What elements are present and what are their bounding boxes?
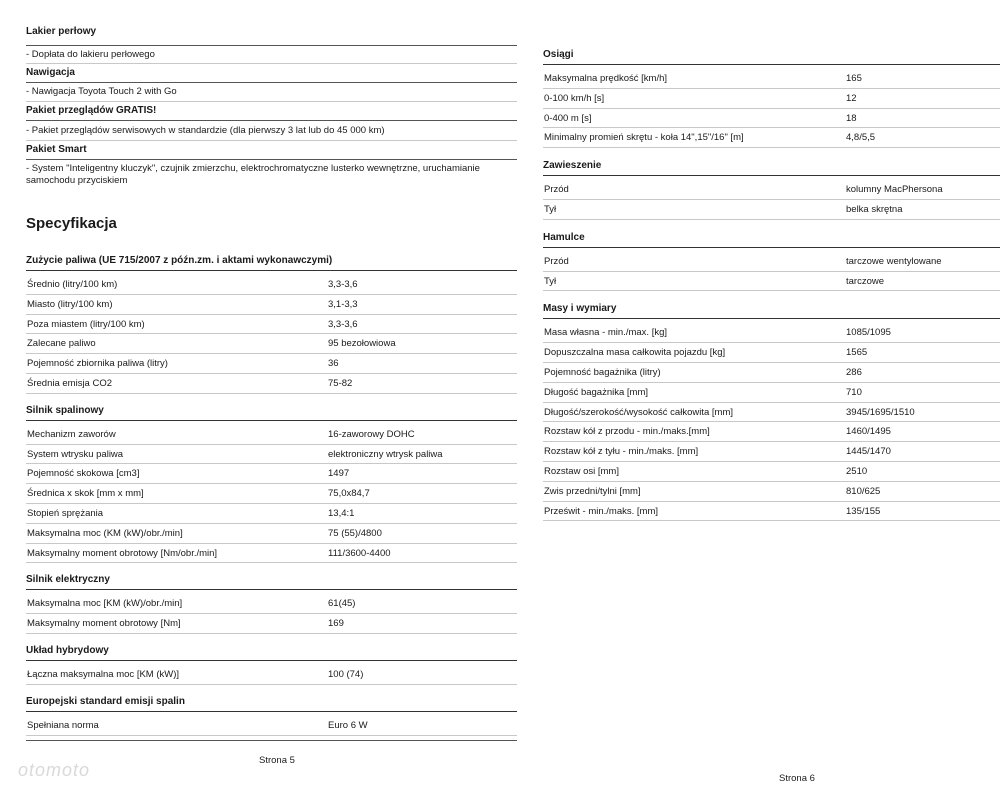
spec-row bbox=[543, 89, 1000, 109]
option-desc: - System "Inteligentny kluczyk", czujnik zmierzchu, elektrochromatyczne lusterko wewnętrzne, uruchamianie samochodu przyciskiem bbox=[26, 163, 480, 186]
spec-label: Maksymalna prędkość [km/h] bbox=[544, 73, 668, 84]
spec-value: tarczowe bbox=[846, 275, 885, 287]
option-desc: - Dopłata do lakieru perłowego bbox=[26, 49, 155, 60]
spec-value: 75 (55)/4800 bbox=[328, 527, 382, 539]
option-title: Lakier perłowy bbox=[26, 26, 97, 37]
spec-label: Zalecane paliwo bbox=[27, 338, 96, 350]
spec-section bbox=[543, 49, 1000, 148]
spec-row bbox=[543, 482, 1000, 502]
spec-value: 75-82 bbox=[328, 377, 353, 389]
spec-section-title: Zużycie paliwa (UE 715/2007 z późn.zm. i aktami wykonawczymi) bbox=[26, 255, 517, 271]
spec-label: Średnia emisja CO2 bbox=[27, 377, 113, 389]
spec-value: 4,8/5,5 bbox=[846, 132, 876, 144]
spec-section bbox=[26, 696, 517, 736]
option-title: Pakiet przeglądów GRATIS! bbox=[26, 105, 157, 116]
spec-row bbox=[26, 334, 517, 354]
spec-label: Tył bbox=[544, 275, 557, 287]
spec-label: Przód bbox=[544, 255, 569, 267]
spec-value: 36 bbox=[328, 358, 339, 370]
spec-label: Średnica x skok [mm x mm] bbox=[27, 488, 144, 500]
spec-label: Maksymalna moc (KM (kW)/obr./min] bbox=[27, 527, 183, 539]
spec-value: 1085/1095 bbox=[846, 327, 891, 339]
spec-label: System wtrysku paliwa bbox=[27, 448, 124, 460]
spec-value: 710 bbox=[846, 386, 862, 398]
spec-value: 13,4:1 bbox=[328, 507, 355, 519]
spec-section bbox=[26, 405, 517, 564]
spec-value: 3,3-3,6 bbox=[328, 318, 358, 330]
spec-row bbox=[543, 69, 1000, 89]
spec-row bbox=[543, 272, 1000, 292]
spec-value: elektroniczny wtrysk paliwa bbox=[328, 448, 443, 460]
spec-label: Pojemność bagażnika (litry) bbox=[544, 366, 661, 378]
spec-row bbox=[26, 665, 517, 685]
spec-value: 75,0x84,7 bbox=[328, 488, 370, 500]
spec-value: 100 (74) bbox=[328, 668, 364, 680]
page-number-right: Strona 6 bbox=[779, 773, 815, 784]
spec-section-title: Hamulce bbox=[543, 232, 1000, 248]
spec-label: Stopień sprężania bbox=[27, 507, 104, 519]
spec-label: Prześwit - min./maks. [mm] bbox=[544, 505, 659, 517]
left-spec-sections bbox=[26, 255, 517, 736]
spec-row bbox=[543, 403, 1000, 423]
spec-label: Łączna maksymalna moc [KM (kW)] bbox=[27, 668, 180, 680]
spec-row bbox=[543, 442, 1000, 462]
spec-label: Mechanizm zaworów bbox=[27, 428, 116, 440]
spec-row bbox=[543, 422, 1000, 442]
spec-label: Maksymalny moment obrotowy [Nm] bbox=[27, 618, 181, 630]
spec-row bbox=[543, 343, 1000, 363]
spec-section-title: Masy i wymiary bbox=[543, 303, 1000, 319]
spec-section-title: Osiągi bbox=[543, 49, 1000, 65]
footer-divider bbox=[26, 740, 517, 741]
spec-value: 1565 bbox=[846, 347, 868, 359]
spec-row bbox=[543, 323, 1000, 343]
spec-value: 18 bbox=[846, 112, 857, 124]
spec-value: 95 bezołowiowa bbox=[328, 338, 396, 350]
spec-value: tarczowe wentylowane bbox=[846, 255, 942, 267]
spec-section-title: Zawieszenie bbox=[543, 160, 1000, 176]
spec-value: Euro 6 W bbox=[328, 719, 368, 731]
spec-row bbox=[543, 128, 1000, 148]
spec-row bbox=[543, 109, 1000, 129]
spec-label: Pojemność skokowa [cm3] bbox=[27, 468, 140, 480]
spec-row bbox=[26, 425, 517, 445]
spec-section bbox=[543, 160, 1000, 220]
spec-value: 3945/1695/1510 bbox=[846, 406, 915, 418]
spec-row bbox=[26, 374, 517, 394]
spec-label: Maksymalna moc [KM (kW)/obr./min] bbox=[27, 598, 183, 610]
option-desc: - Pakiet przeglądów serwisowych w standardzie (dla pierwszy 3 lat lub do 45 000 km) bbox=[26, 125, 385, 136]
spec-value: 1460/1495 bbox=[846, 426, 891, 438]
spec-label: Miasto (litry/100 km) bbox=[27, 298, 113, 310]
spec-row bbox=[26, 445, 517, 465]
spec-row bbox=[26, 295, 517, 315]
spec-label: Minimalny promień skrętu - koła 14",15"/16" [m] bbox=[544, 132, 744, 144]
spec-value: 169 bbox=[328, 618, 344, 630]
spec-section-title: Silnik elektryczny bbox=[26, 574, 517, 590]
spec-section bbox=[543, 303, 1000, 521]
spec-label: Maksymalny moment obrotowy [Nm/obr./min] bbox=[27, 547, 218, 559]
spec-section bbox=[26, 574, 517, 634]
spec-row bbox=[543, 252, 1000, 272]
spec-value: belka skrętna bbox=[846, 203, 903, 215]
spec-row bbox=[543, 383, 1000, 403]
spec-value: 1445/1470 bbox=[846, 446, 891, 458]
spec-value: 111/3600-4400 bbox=[328, 547, 391, 559]
spec-label: Pojemność zbiornika paliwa (litry) bbox=[27, 358, 168, 370]
spec-value: 135/155 bbox=[846, 505, 881, 517]
spec-row bbox=[543, 200, 1000, 220]
spec-label: Rozstaw osi [mm] bbox=[544, 465, 619, 477]
watermark-logo: otomoto bbox=[18, 760, 91, 780]
spec-row bbox=[543, 502, 1000, 522]
spec-row bbox=[543, 462, 1000, 482]
specs-title: Specyfikacja bbox=[26, 215, 117, 232]
spec-label: Rozstaw kół z przodu - min./maks.[mm] bbox=[544, 426, 710, 438]
spec-section-title: Układ hybrydowy bbox=[26, 645, 517, 661]
option-desc: - Nawigacja Toyota Touch 2 with Go bbox=[26, 86, 177, 97]
spec-label: Tył bbox=[544, 203, 557, 215]
spec-value: 3,1-3,3 bbox=[328, 298, 358, 310]
spec-row bbox=[26, 484, 517, 504]
spec-value: 2510 bbox=[846, 465, 868, 477]
spec-row bbox=[26, 594, 517, 614]
right-spec-sections bbox=[543, 49, 1000, 521]
spec-value: 165 bbox=[846, 73, 862, 84]
spec-row bbox=[26, 315, 517, 335]
spec-label: Długość bagażnika [mm] bbox=[544, 386, 649, 398]
spec-row bbox=[26, 504, 517, 524]
spec-label: Masa własna - min./max. [kg] bbox=[544, 327, 668, 339]
spec-value: kolumny MacPhersona bbox=[846, 184, 943, 196]
page-number-left: Strona 5 bbox=[259, 755, 295, 766]
option-title: Pakiet Smart bbox=[26, 144, 87, 155]
spec-value: 286 bbox=[846, 366, 862, 378]
spec-label: Długość/szerokość/wysokość całkowita [mm] bbox=[544, 406, 733, 418]
spec-section-title: Silnik spalinowy bbox=[26, 405, 517, 421]
spec-label: Rozstaw kół z tyłu - min./maks. [mm] bbox=[544, 446, 699, 458]
spec-section bbox=[26, 255, 517, 394]
spec-row bbox=[26, 464, 517, 484]
spec-label: Poza miastem (litry/100 km) bbox=[27, 318, 145, 330]
spec-row bbox=[26, 524, 517, 544]
spec-row bbox=[543, 363, 1000, 383]
spec-value: 3,3-3,6 bbox=[328, 279, 358, 290]
spec-value: 16-zaworowy DOHC bbox=[328, 428, 415, 440]
spec-label: Spełniana norma bbox=[27, 719, 99, 731]
spec-row bbox=[26, 354, 517, 374]
spec-label: 0-400 m [s] bbox=[544, 112, 592, 124]
spec-label: Dopuszczalna masa całkowita pojazdu [kg] bbox=[544, 347, 726, 359]
spec-value: 1497 bbox=[328, 468, 350, 480]
spec-value: 810/625 bbox=[846, 485, 881, 497]
spec-row bbox=[26, 544, 517, 564]
spec-label: Zwis przedni/tylni [mm] bbox=[544, 485, 641, 497]
option-title: Nawigacja bbox=[26, 67, 75, 78]
spec-label: Średnio (litry/100 km) bbox=[27, 279, 118, 290]
spec-label: 0-100 km/h [s] bbox=[544, 92, 605, 104]
spec-row bbox=[26, 614, 517, 634]
spec-row bbox=[26, 275, 517, 295]
spec-section bbox=[543, 232, 1000, 292]
spec-label: Przód bbox=[544, 184, 569, 196]
spec-value: 12 bbox=[846, 92, 857, 104]
spec-value: 61(45) bbox=[328, 598, 356, 610]
spec-row bbox=[26, 716, 517, 736]
options-list bbox=[26, 26, 517, 187]
spec-section-title: Europejski standard emisji spalin bbox=[26, 696, 517, 712]
spec-section bbox=[26, 645, 517, 685]
spec-row bbox=[543, 180, 1000, 200]
